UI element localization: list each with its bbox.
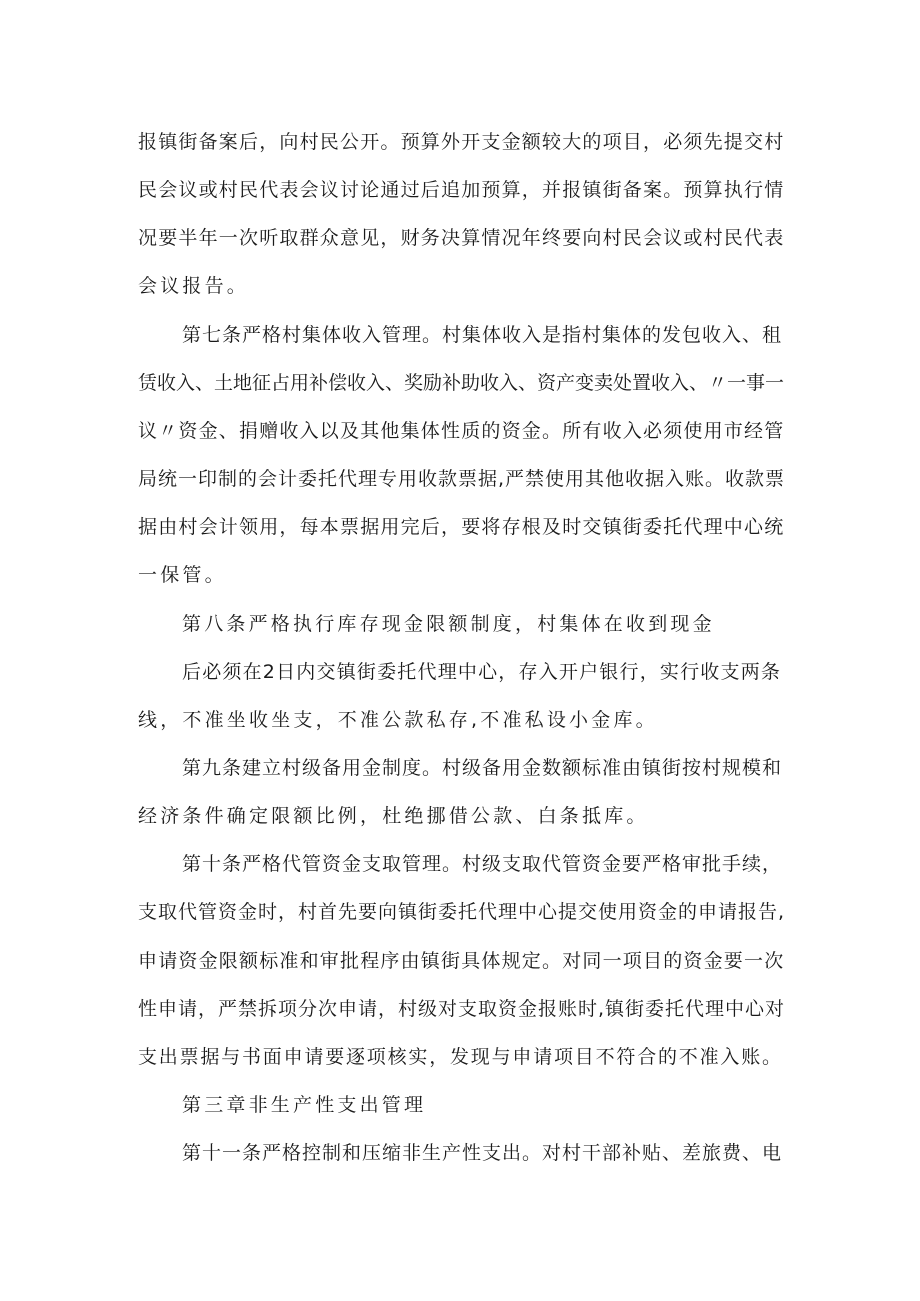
paragraph-line [0,218,920,258]
line-text: 一保管。 [138,564,227,586]
line-text: 第十一条严格控制和压缩非生产性支出。对村干部补贴、差旅费、电 [182,1142,783,1164]
line-text: 第十条严格代管资金支取管理。村级支取代管资金要严格审批手续， [182,853,783,875]
paragraph-line [0,700,920,740]
paragraph-line [0,941,920,981]
line-text: 后必须在2日内交镇街委托代理中心，存入开户银行，实行收支两条 [182,661,782,683]
paragraph-line [0,555,920,595]
paragraph-line [0,266,920,306]
paragraph-line [0,122,920,162]
line-text: 经济条件确定限额比例，杜绝挪借公款、白条抵库。 [138,805,649,827]
line-text: 赁收入、土地征占用补偿收入、奖励补助收入、资产变卖处置收入、〃一事一 [138,372,785,394]
paragraph-line [0,796,920,836]
line-text: 支出票据与书面申请要逐项核实，发现与申请项目不符合的不准入账。 [138,1046,783,1068]
line-text: 报镇街备案后，向村民公开。预算外开支金额较大的项目，必须先提交村 [138,131,785,153]
paragraph-line [0,1133,920,1173]
paragraph-line [0,844,920,884]
paragraph-line [0,1037,920,1077]
line-text: 民会议或村民代表会议讨论通过后追加预算，并报镇街备案。预算执行情 [138,179,785,201]
paragraph-line [0,315,920,355]
paragraph-line [0,604,920,644]
line-text: 据由村会计领用，每本票据用完后，要将存根及时交镇街委托代理中心统 [138,516,785,538]
line-text: 第七条严格村集体收入管理。村集体收入是指村集体的发包收入、租 [182,324,783,346]
paragraph-line [0,892,920,932]
line-text: 局统一印制的会计委托代理专用收款票据,严禁使用其他收据入账。收款票 [138,468,786,490]
line-text: 申请资金限额标准和审批程序由镇街具体规定。对同一项目的资金要一次 [138,950,785,972]
paragraph-line [0,459,920,499]
paragraph-line [0,363,920,403]
line-text: 第八条严格执行库存现金限额制度，村集体在收到现金 [182,613,715,635]
paragraph-line [0,652,920,692]
line-text: 线，不准坐收坐支，不准公款私存,不准私设小金库。 [138,709,658,731]
line-text: 支取代管资金时，村首先要向镇街委托代理中心提交使用资金的申请报告, [138,901,786,923]
line-text: 会议报告。 [138,275,250,297]
paragraph-line [0,411,920,451]
paragraph-line [0,170,920,210]
paragraph-line [0,989,920,1029]
paragraph-line [0,748,920,788]
line-text: 第九条建立村级备用金制度。村级备用金数额标准由镇街按村规模和 [182,757,783,779]
line-text: 议〃资金、捐赠收入以及其他集体性质的资金。所有收入必须使用市经管 [138,420,785,442]
paragraph-line [0,507,920,547]
line-text: 况要半年一次听取群众意见，财务决算情况年终要向村民会议或村民代表 [138,227,785,249]
line-text: 第三章非生产性支出管理 [182,1094,427,1116]
chapter-heading [0,1085,920,1125]
line-text: 性申请，严禁拆项分次申请，村级对支取资金报账时,镇街委托代理中心对 [138,998,786,1020]
